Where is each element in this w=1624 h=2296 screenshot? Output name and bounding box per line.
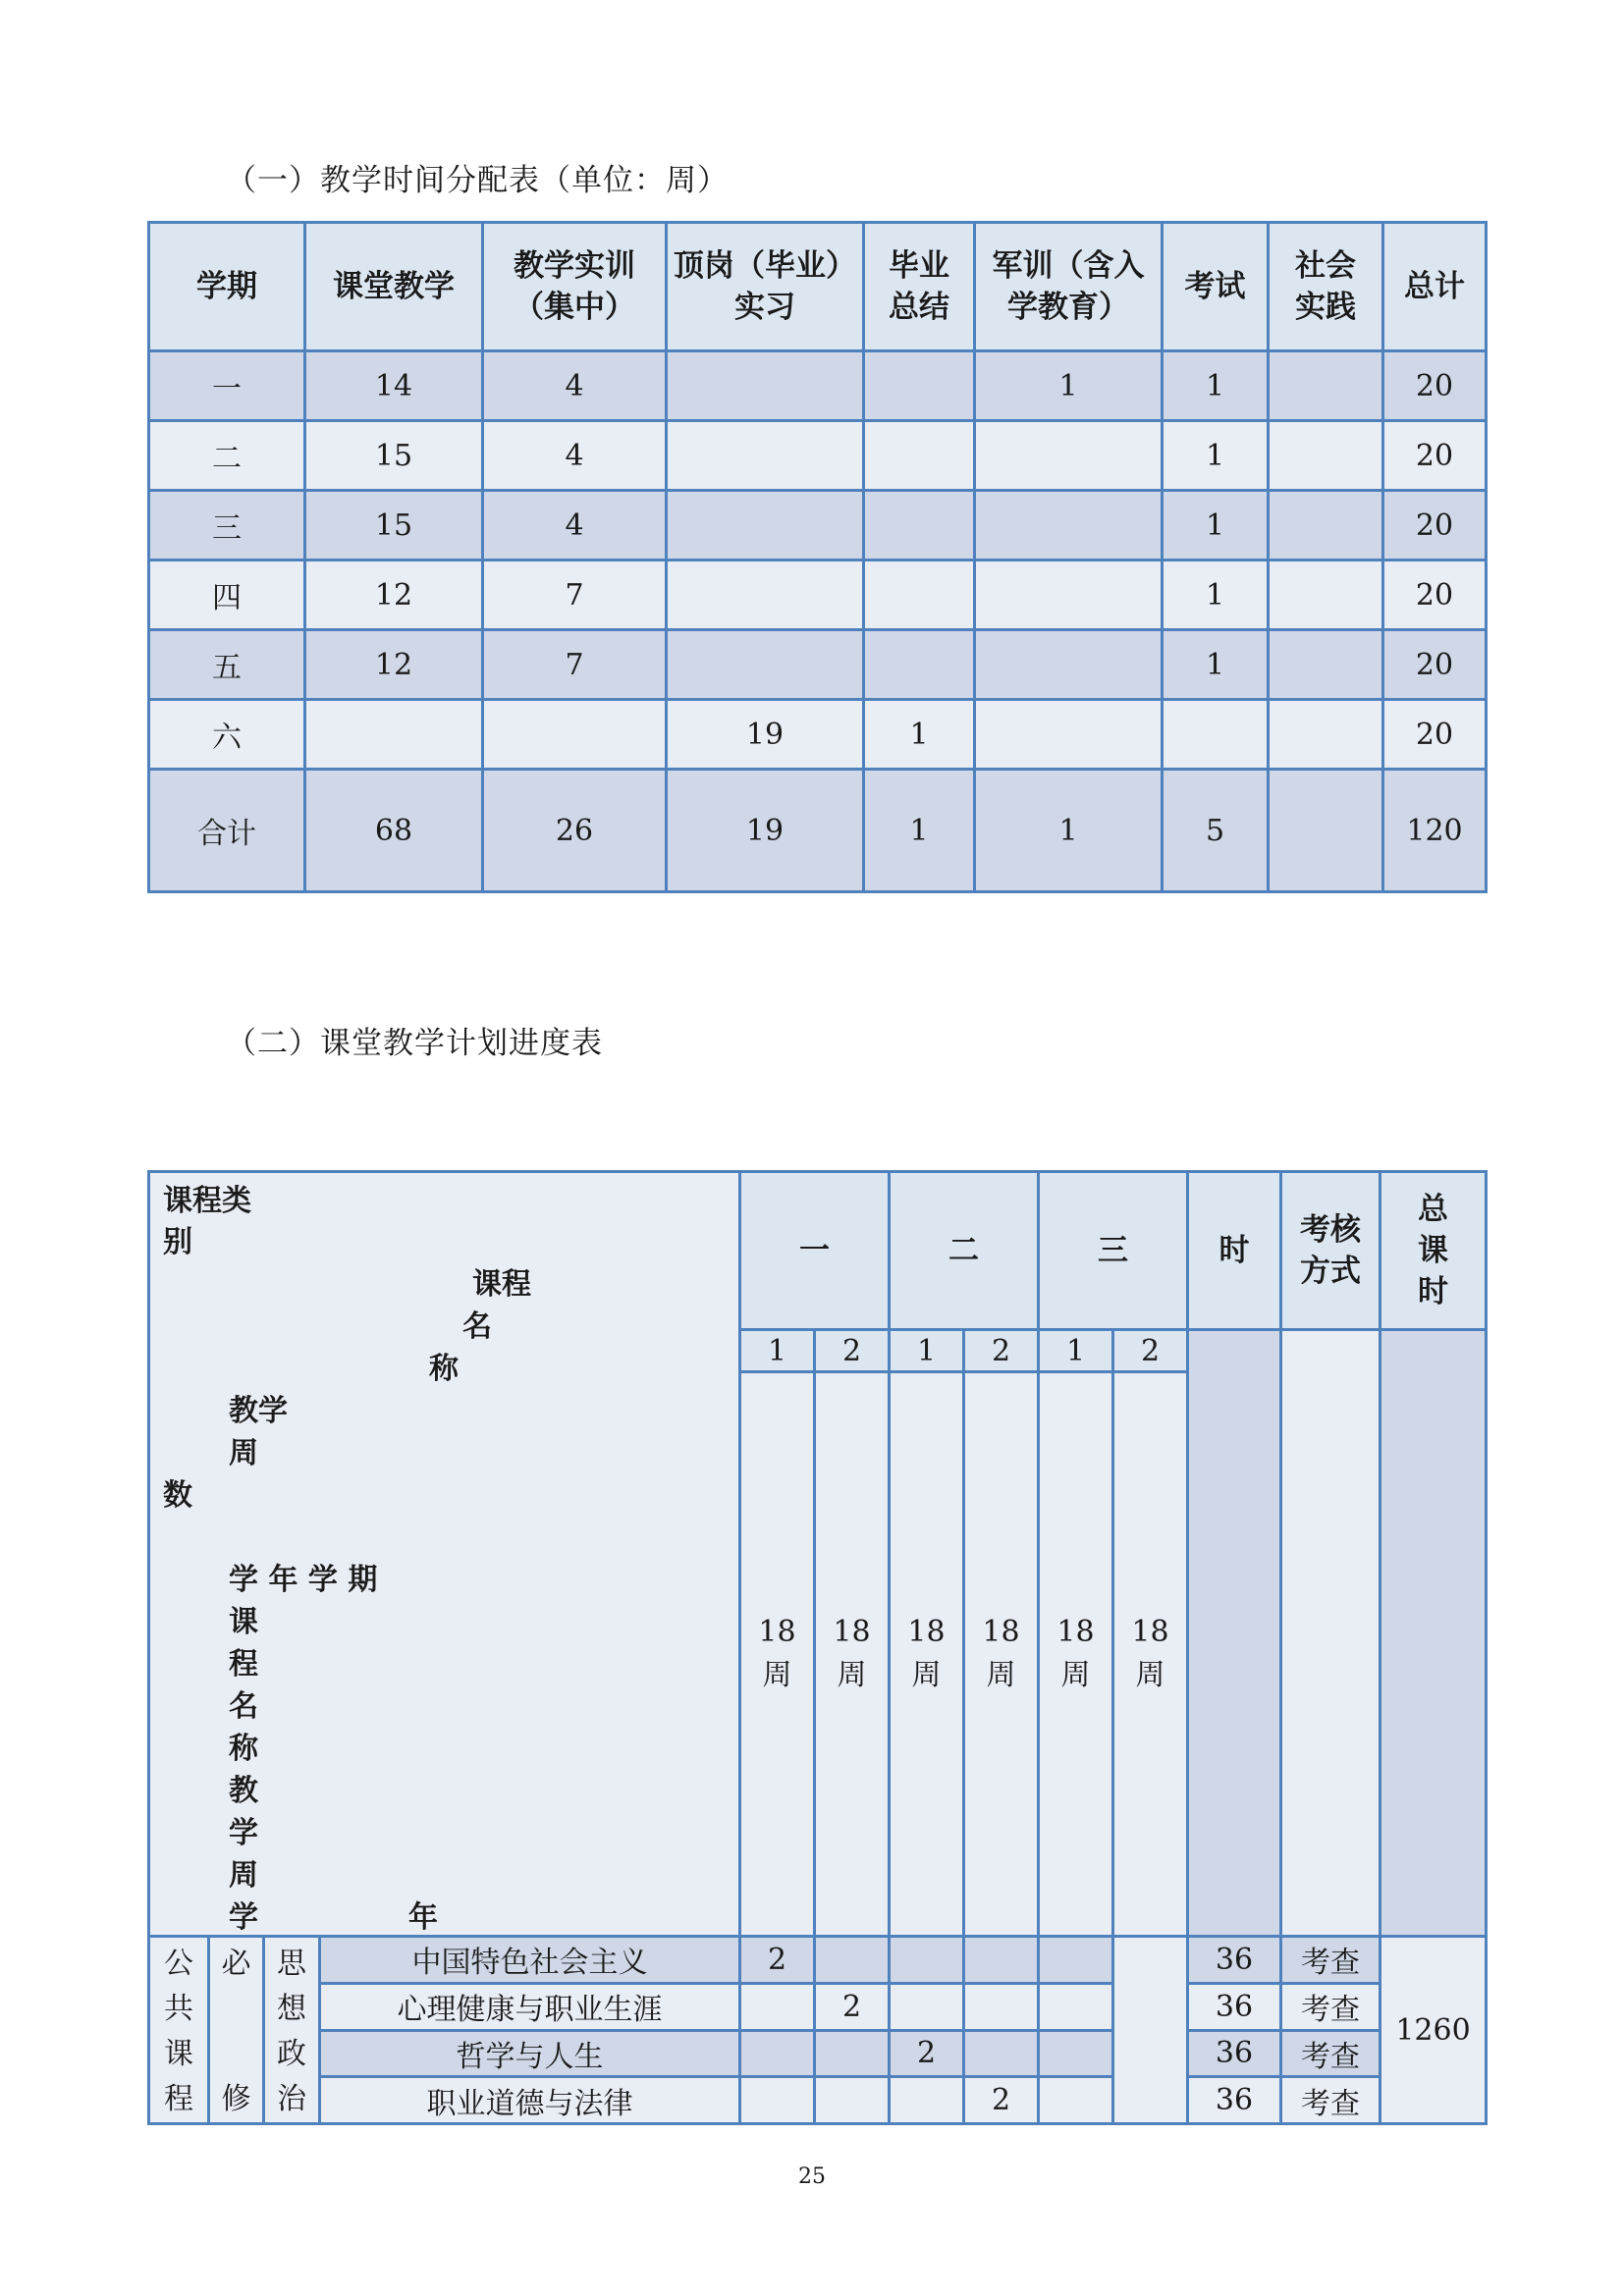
table-row [149, 700, 1487, 770]
sem-value-cell: 2 [890, 2030, 964, 2077]
t1-cell [667, 491, 864, 561]
sem-value-cell: 2 [740, 1937, 815, 1984]
course-schedule-table [147, 1170, 1488, 2125]
assess-header: 考核 方式 [1281, 1172, 1380, 1330]
table-row [149, 561, 1487, 630]
diagonal-header-cell [149, 1172, 740, 1937]
t1-cell [975, 561, 1163, 630]
t1-cell: 20 [1383, 561, 1487, 630]
t1-cell [305, 700, 483, 770]
page-number: 25 [798, 2164, 826, 2189]
t1-header-cell: 顶岗（毕业） 实习 [667, 223, 864, 351]
t1-cell: 五 [149, 630, 305, 700]
t1-cell: 14 [305, 351, 483, 421]
t1-cell [864, 561, 975, 630]
t1-cell: 1 [1163, 630, 1269, 700]
sem-value-cell [964, 1983, 1039, 2030]
table-row [149, 2077, 1487, 2124]
t1-header-cell: 总计 [1383, 223, 1487, 351]
hours-header: 时 [1188, 1172, 1281, 1330]
year-header-3: 三 [1039, 1172, 1188, 1330]
diag-label: 周 [229, 1436, 258, 1470]
t1-cell: 20 [1383, 630, 1487, 700]
total-hours-header: 总 课 时 [1380, 1172, 1487, 1330]
table-row [149, 1983, 1487, 2030]
t1-header-cell: 课堂教学 [305, 223, 483, 351]
t1-cell [864, 421, 975, 491]
sem-value-cell [815, 2030, 890, 2077]
table-row [149, 630, 1487, 700]
diag-label: 数 [163, 1478, 192, 1513]
t1-cell [1269, 561, 1383, 630]
t1-total-row [149, 770, 1487, 892]
t1-cell [975, 421, 1163, 491]
t2-header-row [149, 1172, 1487, 1330]
sem-value-cell [740, 1983, 815, 2030]
year-header-2: 二 [890, 1172, 1039, 1330]
t1-cell: 1 [864, 700, 975, 770]
section1-heading: （一）教学时间分配表（单位：周） [226, 163, 729, 198]
diag-label: 教学 [229, 1394, 288, 1428]
diag-label: 周 [229, 1858, 258, 1893]
section2-heading: （二）课堂教学计划进度表 [226, 1026, 603, 1061]
diag-label: 教 [229, 1774, 258, 1808]
course-type-cell: 公 共 课 程 [149, 1937, 209, 2124]
sem-value-cell [964, 2030, 1039, 2077]
course-assess-cell: 考查 [1281, 1937, 1380, 1984]
sem-value-cell [1039, 2030, 1113, 2077]
t1-cell: 12 [305, 561, 483, 630]
diag-label: 课 [229, 1605, 258, 1639]
sem-value-cell [890, 1983, 964, 2030]
t1-header-row [149, 223, 1487, 351]
t1-cell: 12 [305, 630, 483, 700]
course-name-cell: 职业道德与法律 [320, 2077, 740, 2124]
sem-value-cell [740, 2077, 815, 2124]
course-name-cell: 中国特色社会主义 [320, 1937, 740, 1984]
diag-label: 别 [163, 1225, 192, 1259]
t1-cell: 26 [483, 770, 667, 892]
course-assess-cell: 考查 [1281, 1983, 1380, 2030]
course-assess-cell: 考查 [1281, 2030, 1380, 2077]
diag-label: 名 [229, 1689, 258, 1724]
weeks-cell: 18 周 [964, 1372, 1039, 1937]
sem-value-cell [1039, 1937, 1113, 1984]
t1-cell: 4 [483, 421, 667, 491]
t1-cell: 15 [305, 421, 483, 491]
diag-label: 年 [408, 1900, 438, 1935]
t1-cell: 1 [1163, 421, 1269, 491]
diag-label: 课程类 [163, 1184, 251, 1218]
sem-merged-cell [1113, 1937, 1188, 2124]
sem-value-cell: 2 [815, 1983, 890, 2030]
sem-value-cell: 2 [964, 2077, 1039, 2124]
t1-cell: 15 [305, 491, 483, 561]
diag-label: 名 [462, 1309, 492, 1344]
semester-cell: 2 [964, 1330, 1039, 1372]
t1-cell [975, 630, 1163, 700]
diag-label: 学 [229, 1816, 258, 1850]
t1-header-cell: 学期 [149, 223, 305, 351]
t1-cell: 20 [1383, 491, 1487, 561]
diag-label: 称 [429, 1352, 459, 1386]
t1-cell: 合计 [149, 770, 305, 892]
t1-cell [1163, 700, 1269, 770]
t1-cell: 20 [1383, 351, 1487, 421]
t1-cell: 三 [149, 491, 305, 561]
table-row [149, 2030, 1487, 2077]
t1-cell [667, 630, 864, 700]
t1-cell: 19 [667, 770, 864, 892]
weeks-cell: 18 周 [1039, 1372, 1113, 1937]
t1-cell: 7 [483, 630, 667, 700]
t1-cell: 120 [1383, 770, 1487, 892]
t1-cell: 19 [667, 700, 864, 770]
t1-cell: 4 [483, 351, 667, 421]
course-name-cell: 哲学与人生 [320, 2030, 740, 2077]
weeks-cell: 18 周 [815, 1372, 890, 1937]
t1-cell: 68 [305, 770, 483, 892]
group-total-hours-cell: 1260 [1380, 1937, 1487, 2124]
t1-cell [1269, 351, 1383, 421]
required-cell: 必 修 [209, 1937, 264, 2124]
year-header-1: 一 [740, 1172, 890, 1330]
t1-cell: 20 [1383, 700, 1487, 770]
semester-cell: 1 [890, 1330, 964, 1372]
t1-header-cell: 考试 [1163, 223, 1269, 351]
sem-value-cell [815, 2077, 890, 2124]
sem-value-cell [740, 2030, 815, 2077]
sem-value-cell [890, 1937, 964, 1984]
t1-cell [667, 351, 864, 421]
t1-cell [975, 700, 1163, 770]
subgroup-cell: 思 想 政 治 [264, 1937, 320, 2124]
semester-cell: 1 [1039, 1330, 1113, 1372]
sem-value-cell [964, 1937, 1039, 1984]
t1-header-cell: 军训（含入 学教育） [975, 223, 1163, 351]
t1-header-cell: 教学实训 （集中） [483, 223, 667, 351]
course-assess-cell: 考查 [1281, 2077, 1380, 2124]
t1-cell: 4 [483, 491, 667, 561]
t1-cell: 1 [1163, 491, 1269, 561]
course-name-cell: 心理健康与职业生涯 [320, 1983, 740, 2030]
t1-cell [864, 630, 975, 700]
semester-cell: 2 [815, 1330, 890, 1372]
t1-cell: 5 [1163, 770, 1269, 892]
t1-header-cell: 社会 实践 [1269, 223, 1383, 351]
semester-cell: 2 [1113, 1330, 1188, 1372]
t1-cell [483, 700, 667, 770]
total-blank-cell [1380, 1330, 1487, 1937]
course-hours-cell: 36 [1188, 1983, 1281, 2030]
table-row [149, 491, 1487, 561]
t1-cell: 20 [1383, 421, 1487, 491]
diag-label: 课程 [472, 1267, 531, 1302]
t1-cell: 1 [1163, 351, 1269, 421]
course-hours-cell: 36 [1188, 1937, 1281, 1984]
table-row [149, 1937, 1487, 1984]
teaching-time-table [147, 221, 1488, 893]
diag-label: 学 [229, 1900, 258, 1935]
diag-label: 学 年 学 期 [229, 1563, 378, 1597]
sem-value-cell [890, 2077, 964, 2124]
hours-blank-cell [1188, 1330, 1281, 1937]
t1-cell [864, 351, 975, 421]
course-hours-cell: 36 [1188, 2077, 1281, 2124]
course-hours-cell: 36 [1188, 2030, 1281, 2077]
weeks-cell: 18 周 [890, 1372, 964, 1937]
t1-cell [1269, 770, 1383, 892]
sem-value-cell [815, 1937, 890, 1984]
t1-cell: 1 [975, 770, 1163, 892]
semester-cell: 1 [740, 1330, 815, 1372]
t1-cell [667, 561, 864, 630]
t1-cell [864, 491, 975, 561]
t1-cell: 1 [864, 770, 975, 892]
assess-blank-cell [1281, 1330, 1380, 1937]
t1-cell: 一 [149, 351, 305, 421]
table-row [149, 351, 1487, 421]
t1-cell [975, 491, 1163, 561]
diag-label: 称 [229, 1732, 258, 1766]
weeks-cell: 18 周 [1113, 1372, 1188, 1937]
t1-header-cell: 毕业 总结 [864, 223, 975, 351]
sem-value-cell [1039, 1983, 1113, 2030]
t1-cell: 四 [149, 561, 305, 630]
t1-cell [1269, 630, 1383, 700]
t1-cell: 六 [149, 700, 305, 770]
table-row [149, 421, 1487, 491]
t1-cell [1269, 421, 1383, 491]
diag-label: 程 [229, 1647, 258, 1682]
t1-cell [1269, 491, 1383, 561]
t1-cell: 1 [1163, 561, 1269, 630]
t1-cell [667, 421, 864, 491]
t1-cell: 1 [975, 351, 1163, 421]
t1-cell: 二 [149, 421, 305, 491]
t1-cell: 7 [483, 561, 667, 630]
weeks-cell: 18 周 [740, 1372, 815, 1937]
t1-cell [1269, 700, 1383, 770]
sem-value-cell [1039, 2077, 1113, 2124]
